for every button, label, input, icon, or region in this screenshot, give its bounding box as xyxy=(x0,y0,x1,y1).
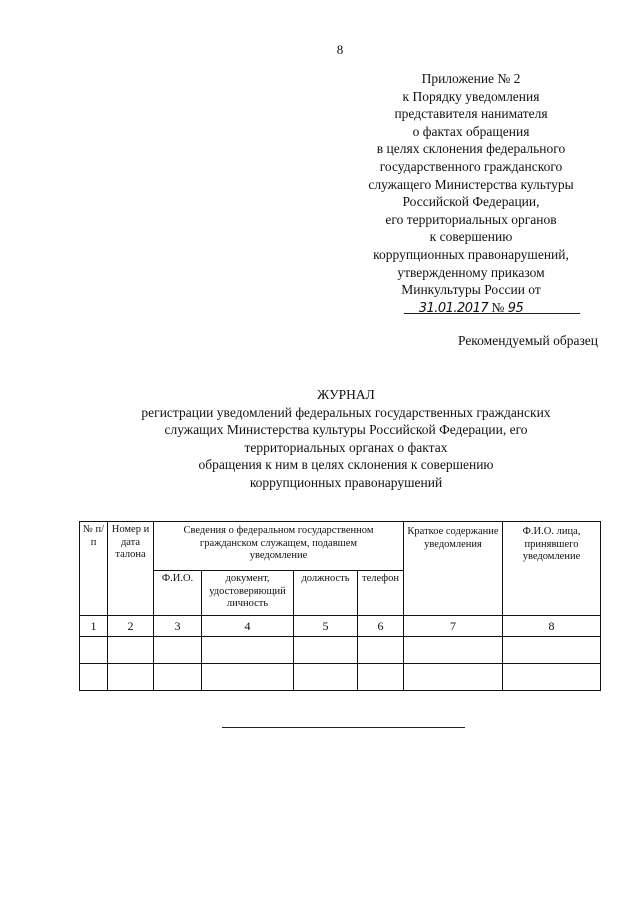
header-talon: Номер и дата талона xyxy=(108,522,154,616)
order-number-label: № xyxy=(491,299,505,315)
table-cell xyxy=(358,664,404,691)
appendix-line: коррупционных правонарушений, xyxy=(373,246,569,262)
header-summary: Краткое содержание уведомления xyxy=(404,522,503,616)
table-cell xyxy=(358,637,404,664)
column-number: 1 xyxy=(80,616,108,637)
table-row xyxy=(80,664,601,691)
appendix-line: Минкультуры России от xyxy=(401,282,541,298)
table-cell xyxy=(294,637,358,664)
table-cell xyxy=(154,637,202,664)
table-cell xyxy=(202,637,294,664)
table-row xyxy=(80,637,601,664)
table-cell xyxy=(80,664,108,691)
journal-subtitle-line: коррупционных правонарушений xyxy=(249,474,443,490)
appendix-line: к совершению xyxy=(429,229,513,245)
header-phone: телефон xyxy=(358,571,404,616)
table-cell xyxy=(503,637,601,664)
order-date-line xyxy=(340,299,602,318)
appendix-line: представителя нанимателя xyxy=(394,106,548,122)
header-receiver: Ф.И.О. лица, принявшего уведомление xyxy=(503,522,601,616)
column-number: 6 xyxy=(358,616,404,637)
column-number: 4 xyxy=(202,616,294,637)
journal-subtitle-line: обращения к ним в целях склонения к совершению xyxy=(198,457,494,472)
table-cell xyxy=(294,664,358,691)
column-number: 8 xyxy=(503,616,601,637)
column-number: 3 xyxy=(154,616,202,637)
header-fio: Ф.И.О. xyxy=(154,571,202,616)
journal-subtitle-line: служащих Министерства культуры Российской Федерации, его xyxy=(164,422,528,437)
appendix-line: Российской Федерации, xyxy=(402,194,540,210)
table-cell xyxy=(108,637,154,664)
journal-subtitle-line: территориальных органах о фактах xyxy=(244,439,448,455)
column-number: 7 xyxy=(404,616,503,637)
table-cell xyxy=(154,664,202,691)
order-date: 31.01.2017 xyxy=(418,300,489,316)
order-number: 95 xyxy=(507,300,524,316)
header-document: документ, удостоверяющий личность xyxy=(202,571,294,616)
sample-label: Рекомендуемый образец xyxy=(457,333,598,348)
table-cell xyxy=(202,664,294,691)
appendix-line: о фактах обращения xyxy=(412,123,530,139)
column-number: 5 xyxy=(294,616,358,637)
header-num: № п/п xyxy=(80,522,108,616)
page-number: 8 xyxy=(336,42,344,57)
appendix-line: государственного гражданского xyxy=(379,158,563,174)
table-cell xyxy=(80,637,108,664)
appendix-line: утвержденному приказом xyxy=(397,264,545,280)
appendix-line: Приложение № 2 xyxy=(421,71,521,86)
appendix-line: в целях склонения федерального xyxy=(376,141,566,157)
journal-title-block xyxy=(96,386,596,491)
table-header-row xyxy=(80,522,601,571)
journal-title: ЖУРНАЛ xyxy=(317,387,375,402)
column-number: 2 xyxy=(108,616,154,637)
table-cell xyxy=(404,664,503,691)
table-cell xyxy=(404,637,503,664)
column-numbers-row xyxy=(80,616,601,637)
journal-table-wrap xyxy=(79,521,601,691)
order-underline xyxy=(404,313,580,314)
header-position: должность xyxy=(294,571,358,616)
appendix-line: его территориальных органов xyxy=(385,211,557,227)
journal-subtitle-line: регистрации уведомлений федеральных государственных гражданских xyxy=(141,404,551,420)
journal-table xyxy=(79,521,601,691)
appendix-line: служащего Министерства культуры xyxy=(368,176,574,192)
closing-rule xyxy=(222,727,465,728)
appendix-line: к Порядку уведомления xyxy=(402,88,540,104)
table-cell xyxy=(108,664,154,691)
table-cell xyxy=(503,664,601,691)
appendix-header xyxy=(340,70,602,317)
header-info-group: Сведения о федеральном государственном гражданском служащем, подавшем уведомление xyxy=(154,522,404,571)
